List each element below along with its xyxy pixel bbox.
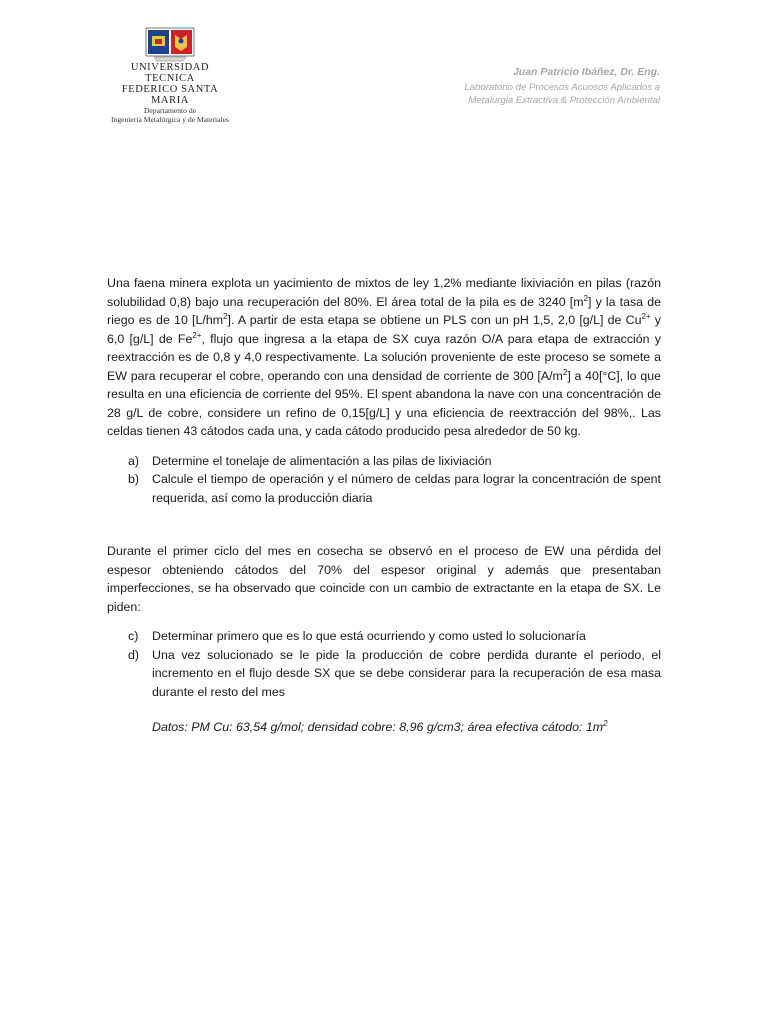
department-line1: Departamento de xyxy=(143,106,197,115)
university-name-line1: UNIVERSIDAD TECNICA xyxy=(130,62,210,84)
question-item-c xyxy=(107,627,661,646)
p1-text-d: y 6,0 [g/L] de Fe xyxy=(107,313,662,346)
author-name: Juan Patricio Ibáñez, Dr. Eng. xyxy=(512,66,660,78)
question-item-d xyxy=(107,646,661,702)
data-note xyxy=(107,718,661,737)
p1-sup-2: 2 xyxy=(223,311,228,321)
question-text-c: Determinar primero que es lo que está ocurriendo y como usted lo solucionaría xyxy=(152,629,586,643)
question-mark-d: d) xyxy=(128,647,140,662)
department-line2: Ingeniería Metalúrgica y de Materiales xyxy=(111,115,229,124)
question-list-2 xyxy=(107,627,661,701)
question-mark-c: c) xyxy=(128,629,139,643)
p1-sup-1: 2 xyxy=(583,293,588,303)
question-item-a xyxy=(107,452,661,471)
data-note-text: Datos: PM Cu: 63,54 g/mol; densidad cobre: 8,96 g/cm3; área efectiva cátodo: 1m xyxy=(152,720,604,734)
question-list-1 xyxy=(107,452,661,508)
lab-line2: Metalurgia Extractiva & Protección Ambiental xyxy=(468,95,660,106)
author-block xyxy=(464,66,660,107)
university-crest-icon xyxy=(144,26,196,62)
p1-sup-4: 2+ xyxy=(192,330,202,340)
problem-content xyxy=(107,274,661,737)
university-logo-block xyxy=(105,26,235,124)
question-text-b: Calcule el tiempo de operación y el número de celdas para lograr la concentración de spent requerida, así como la producción diaria xyxy=(152,472,661,505)
p1-text-c: ]. A partir de esta etapa se obtiene un PLS con un pH 1,5, 2,0 [g/L] de Cu xyxy=(227,313,642,327)
question-item-b xyxy=(107,470,661,507)
p1-text-a: Una faena minera explota un yacimiento de mixtos de ley 1,2% mediante lixiviación en pilas (razón solubilidad 0,8) bajo una recuperación del 80%. El área total de la pila es de 3240 [m xyxy=(107,276,661,309)
p1-sup-3: 2+ xyxy=(641,311,651,321)
question-text-d: Una vez solucionado se le pide la producción de cobre perdida durante el periodo, el incremento en el flujo desde SX que se debe considerar para la recuperación de esa masa durante el resto del mes xyxy=(152,647,661,699)
data-note-sup: 2 xyxy=(603,718,608,728)
p1-text-b: ] y la tasa de riego es de 10 [L/hm xyxy=(107,294,661,327)
lab-line1: Laboratorio de Procesos Acuosos Aplicados a xyxy=(464,82,660,93)
question-mark-a: a) xyxy=(128,453,140,468)
p1-text-e: , flujo que ingresa a la etapa de SX cuya razón O/A para etapa de extracción y reextracción es de 0,8 y 4,0 respectivamente. La solución proveniente de este proceso se somete a EW para recuperar el cobre, operando con una densidad de corriente de 300 [A/m xyxy=(107,331,661,383)
question-text-a: Determine el tonelaje de alimentación a las pilas de lixiviación xyxy=(152,453,492,468)
p1-sup-5: 2 xyxy=(562,367,568,377)
p1-text-f: ] a 40[°C], lo que resulta en una eficiencia de corriente del 95%. El spent abandona la nave con una concentración de 28 g/L de cobre, considere un refino de 0,15[g/L] y una eficiencia de reextracción del 98%,. Las celdas tienen 43 cátodos cada una, y cada cátodo producido pesa alrededor de 50 kg. xyxy=(107,368,661,438)
problem-paragraph-2: Durante el primer ciclo del mes en cosecha se observó en el proceso de EW una pérdida del espesor obteniendo cátodos del 70% del espesor original y además que presentaban imperfecciones, se ha observado que coincide con un cambio de extractante en la etapa de SX. Le piden: xyxy=(107,544,661,614)
problem-paragraph-1 xyxy=(107,274,661,441)
university-name-line2: FEDERICO SANTA MARIA xyxy=(121,84,219,106)
question-mark-b: b) xyxy=(128,472,140,486)
